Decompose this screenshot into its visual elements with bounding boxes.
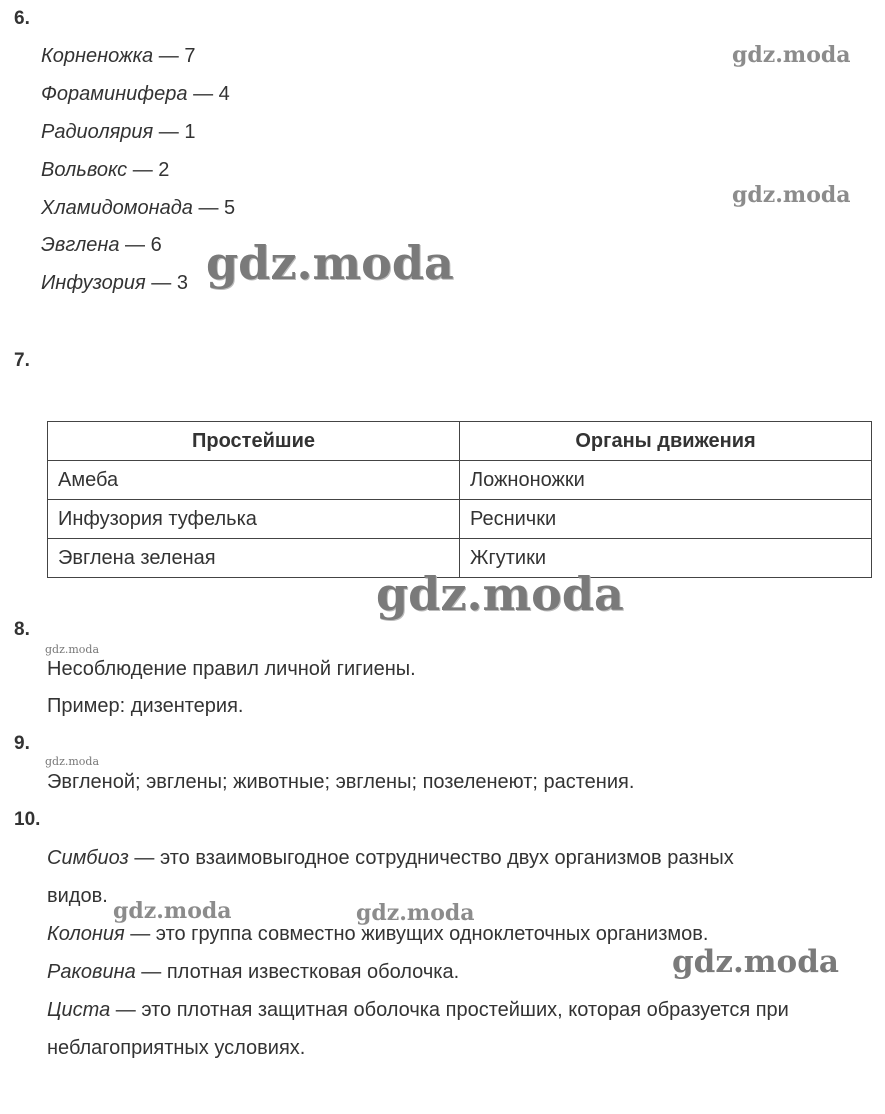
table-cell: Реснички [460,500,872,539]
definition-symbiosis-cont: видов. [47,885,108,907]
task-6-item: Вольвокс — 2 [41,159,170,181]
task-6-item: Радиолярия — 1 [41,121,196,143]
table-row [48,461,872,500]
table-header: Органы движения [460,422,872,461]
watermark: gdz.moda [45,755,100,768]
watermark: gdz.moda [356,900,475,926]
organs-table [47,421,872,578]
watermark: gdz.moda [206,236,454,290]
definition-symbiosis: Симбиоз — это взаимовыгодное сотрудничество двух организмов разных [47,847,734,869]
task-10-number: 10. [14,809,41,830]
table-cell: Эвглена зеленая [48,539,460,578]
table-header-row [48,422,872,461]
task-7-number: 7. [14,350,30,371]
task-8-number: 8. [14,619,30,640]
watermark: gdz.moda [672,944,839,980]
task-6-number: 6. [14,8,30,29]
table-row [48,500,872,539]
watermark: gdz.moda [732,182,851,208]
task-6-item: Инфузория — 3 [41,272,188,294]
definition-cyst-cont: неблагоприятных условиях. [47,1037,306,1059]
watermark: gdz.moda [113,898,232,924]
task-9-number: 9. [14,733,30,754]
watermark: gdz.moda [45,643,100,656]
task-6-item: Фораминифера — 4 [41,83,230,105]
definition-colony: Колония — это группа совместно живущих одноклеточных организмов. [47,923,709,945]
table-cell: Инфузория туфелька [48,500,460,539]
watermark: gdz.moda [376,567,624,621]
watermark: gdz.moda [732,42,851,68]
table-cell: Жгутики [460,539,872,578]
definition-cyst: Циста — это плотная защитная оболочка простейших, которая образуется при [47,999,789,1021]
task-6-item: Корненожка — 7 [41,45,196,67]
table-header: Простейшие [48,422,460,461]
task-8-answer: Несоблюдение правил личной гигиены. [47,658,416,680]
task-6-item: Эвглена — 6 [41,234,162,256]
table-cell: Ложноножки [460,461,872,500]
task-9-answer: Эвгленой; эвглены; животные; эвглены; позеленеют; растения. [47,771,635,793]
table-cell: Амеба [48,461,460,500]
task-8-example: Пример: дизентерия. [47,695,244,717]
definition-shell: Раковина — плотная известковая оболочка. [47,961,460,983]
task-6-item: Хламидомонада — 5 [41,197,236,219]
